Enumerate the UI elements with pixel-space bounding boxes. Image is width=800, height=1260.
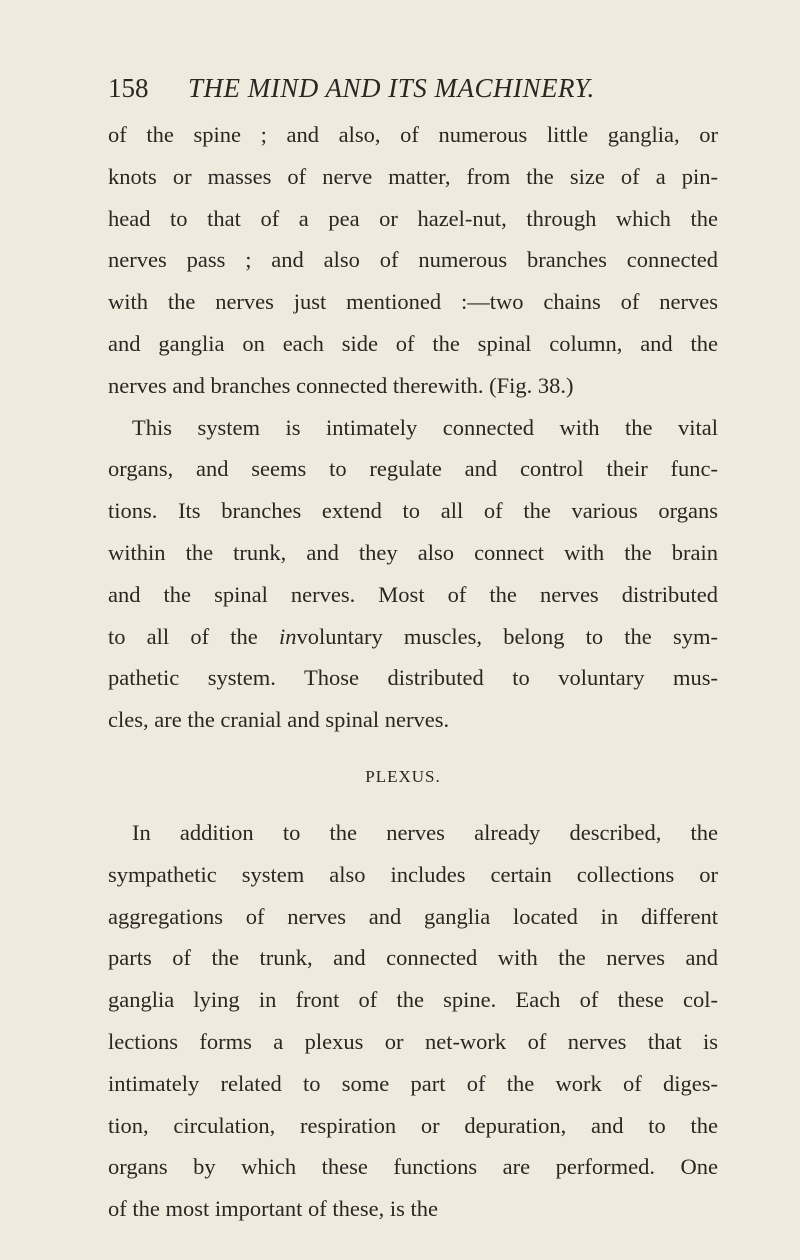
text-line: organs by which these functions are performed. One [108,1154,718,1180]
book-title: THE MIND AND ITS MACHINERY. [188,73,595,103]
text-segment: voluntary muscles, belong to the sym- [296,623,718,649]
text-line: This system is intimately connected with the vital [132,414,718,440]
text-line: of the most important of these, is the [108,1196,438,1222]
text-line: cles, are the cranial and spinal nerves. [108,707,450,733]
section-heading-text: PLEXUS. [365,766,441,786]
text-line: with the nerves just mentioned :—two chains of nerves [108,289,718,315]
text-line: ganglia lying in front of the spine. Each of these col- [108,987,718,1013]
text-line: In addition to the nerves already described, the [132,819,718,845]
paragraph-plexus [108,812,718,1230]
text-line: nerves and branches connected therewith. (Fig. 38.) [108,372,574,398]
paragraph-sympathetic-system [108,407,718,741]
section-heading [108,741,718,812]
text-line-involuntary [108,616,718,658]
text-line: intimately related to some part of the work of diges- [108,1070,718,1096]
text-line: tion, circulation, respiration or depuration, and to the [108,1112,718,1138]
text-line: pathetic system. Those distributed to voluntary mus- [108,665,718,691]
text-line: head to that of a pea or hazel-nut, through which the [108,205,718,231]
running-head [108,68,708,108]
text-line: sympathetic system also includes certain collections or [108,861,718,887]
text-line: and the spinal nerves. Most of the nerves distributed [108,581,718,607]
text-line: organs, and seems to regulate and control their func- [108,456,718,482]
text-line: nerves pass ; and also of numerous branches connected [108,247,718,273]
text-line: aggregations of nerves and ganglia located in different [108,903,718,929]
body-text [108,114,718,1230]
text-segment: to all of the [108,623,279,649]
italic-emphasis: in [278,623,297,649]
text-line: parts of the trunk, and connected with the nerves and [108,945,718,971]
text-line: within the trunk, and they also connect with the brain [108,539,718,565]
text-line: and ganglia on each side of the spinal column, and the [108,330,718,356]
text-line: of the spine ; and also, of numerous little ganglia, or [108,122,718,147]
text-line: lections forms a plexus or net-work of nerves that is [108,1028,718,1054]
page-number: 158 [108,73,149,103]
text-line: knots or masses of nerve matter, from the size of a pin- [108,163,718,189]
text-line: tions. Its branches extend to all of the various organs [108,498,718,524]
paragraph-continued [108,114,718,407]
